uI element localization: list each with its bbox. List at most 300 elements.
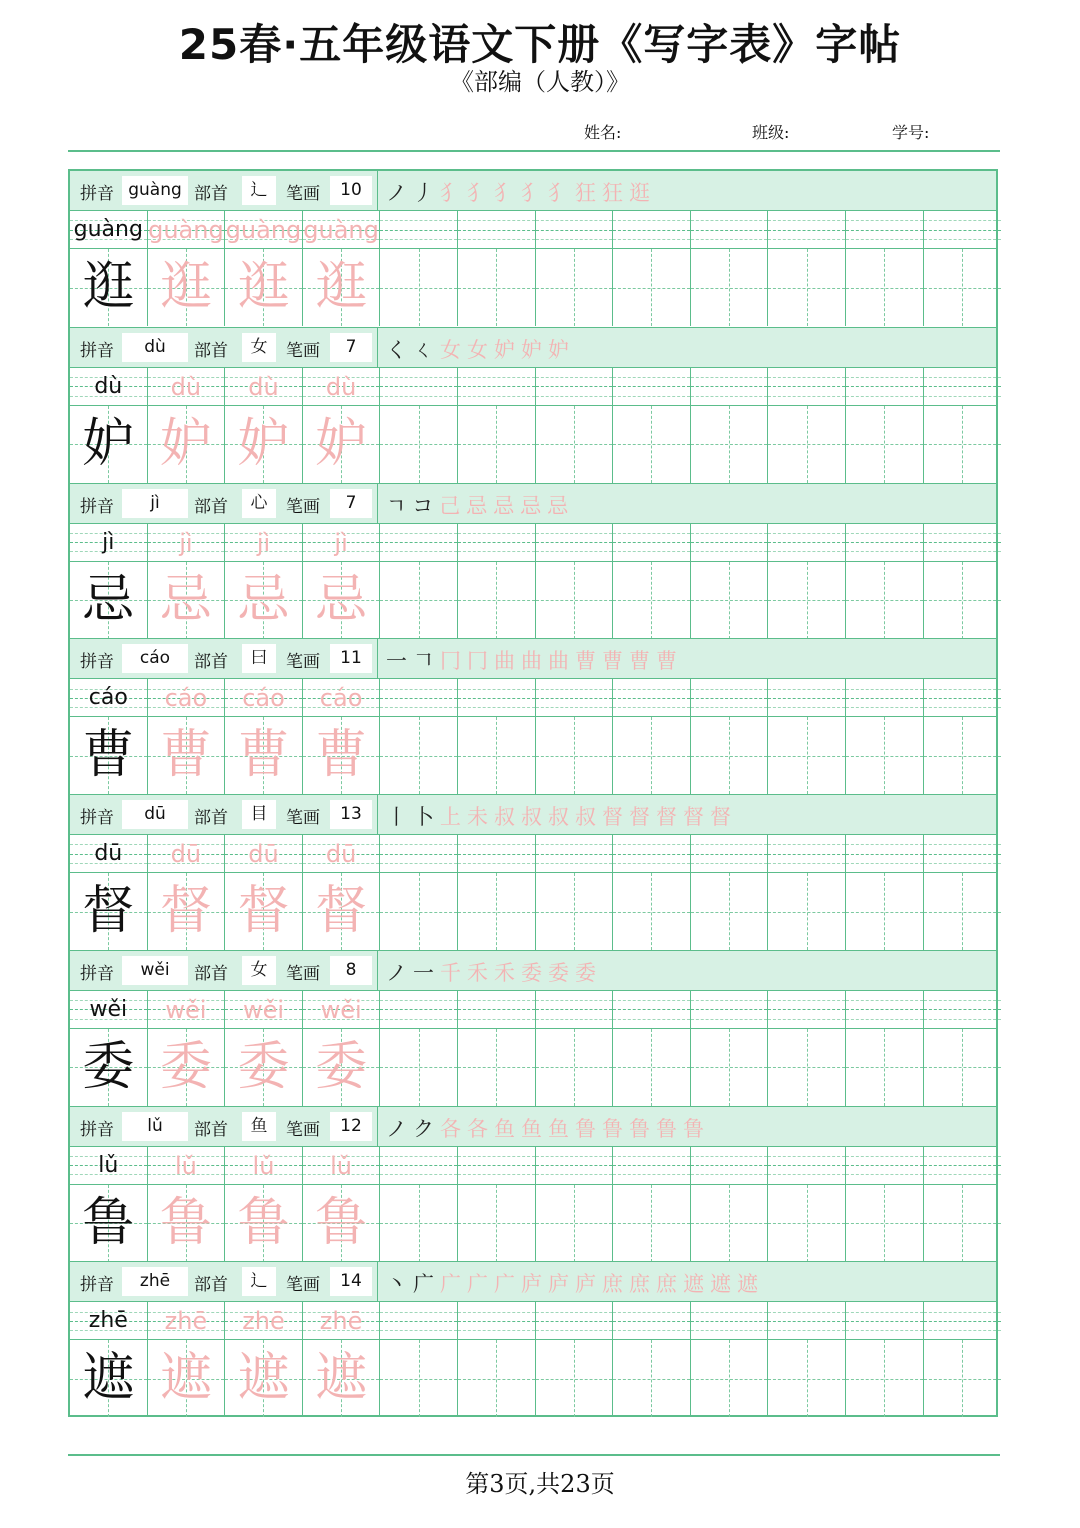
stroke-count-value: 7 (330, 489, 372, 518)
stroke-step: 遮 (710, 1272, 735, 1297)
pinyin-cell (148, 368, 226, 405)
pinyin-cell[interactable] (458, 679, 536, 716)
stroke-step: 庐 (548, 1272, 573, 1297)
pinyin-label: 拼音 (80, 808, 114, 828)
pinyin-cell (303, 679, 381, 716)
character-cell[interactable] (536, 717, 614, 794)
stroke-step: 鱼 (521, 1116, 546, 1141)
pinyin-cell[interactable] (380, 1147, 458, 1184)
character-model: 督 (82, 881, 135, 941)
character-cell (148, 1340, 226, 1417)
character-block (70, 950, 996, 1106)
pinyin-cell[interactable] (846, 524, 924, 561)
character-info-row (70, 1262, 996, 1302)
pinyin-cell[interactable] (846, 1302, 924, 1339)
character-cell (70, 717, 148, 794)
pinyin-label: 拼音 (80, 963, 114, 984)
character-cell[interactable] (458, 562, 536, 639)
pinyin-cell (225, 211, 303, 248)
pinyin-cell (148, 835, 226, 872)
character-cell (148, 562, 226, 639)
character-cell[interactable] (924, 249, 1002, 326)
pinyin-cell[interactable] (924, 991, 1002, 1028)
stroke-step: 各 (440, 1116, 465, 1141)
character-cell[interactable] (380, 1185, 458, 1262)
character-trace: 鲁 (159, 1192, 212, 1253)
stroke-step: 曹 (656, 649, 681, 674)
pinyin-cell[interactable] (536, 524, 614, 561)
stroke-step: ノ (386, 960, 411, 985)
character-cell[interactable] (380, 1029, 458, 1106)
character-cell[interactable] (768, 1029, 846, 1106)
strokes-label: 笔画 (286, 496, 320, 517)
pinyin-cell (303, 1302, 381, 1339)
pinyin-trace: guàng (225, 216, 302, 244)
pinyin-model: jì (102, 529, 115, 555)
character-cell[interactable] (924, 406, 1002, 483)
pinyin-cell[interactable] (924, 368, 1002, 405)
radical-value: 鱼 (242, 1112, 276, 1141)
pinyin-practice-row (70, 835, 996, 873)
stroke-order-sequence (386, 801, 986, 831)
character-cell[interactable] (380, 1340, 458, 1417)
pinyin-cell[interactable] (691, 524, 769, 561)
pinyin-cell[interactable] (691, 1147, 769, 1184)
stroke-step: 𠃍 (413, 649, 438, 674)
character-trace: 鲁 (315, 1192, 368, 1253)
character-info-row (70, 171, 996, 211)
character-cell (303, 406, 381, 483)
student-id-label: 学号: (892, 123, 930, 142)
character-cell (70, 873, 148, 950)
character-cell (225, 873, 303, 950)
character-cell[interactable] (536, 249, 614, 326)
character-cell[interactable] (536, 1185, 614, 1262)
pinyin-cell[interactable] (768, 991, 846, 1028)
character-trace: 督 (159, 881, 212, 941)
pinyin-cell[interactable] (768, 1302, 846, 1339)
character-model: 鲁 (82, 1192, 135, 1253)
character-trace: 督 (237, 881, 290, 941)
character-cell (70, 1185, 148, 1262)
stroke-step: 庶 (629, 1272, 654, 1297)
character-cell[interactable] (846, 562, 924, 639)
stroke-step: 广 (467, 1272, 492, 1297)
character-model: 妒 (82, 413, 135, 474)
pinyin-model: zhē (88, 1308, 128, 1334)
character-model: 逛 (82, 257, 135, 317)
pinyin-cell (225, 1302, 303, 1339)
pinyin-cell[interactable] (458, 1147, 536, 1184)
pinyin-trace: lǔ (330, 1151, 353, 1180)
pinyin-cell[interactable] (380, 679, 458, 716)
character-block (70, 327, 996, 483)
stroke-step: ノ (386, 1116, 411, 1141)
stroke-step: 丨 (386, 805, 411, 829)
pinyin-cell[interactable] (458, 835, 536, 872)
pinyin-trace: jì (256, 528, 271, 557)
pinyin-cell (148, 211, 226, 248)
character-trace: 逛 (159, 257, 212, 317)
stroke-step: 鱼 (494, 1116, 519, 1141)
character-cell (225, 249, 303, 326)
character-trace: 遮 (315, 1348, 368, 1409)
character-model: 曹 (82, 725, 135, 786)
character-cell[interactable] (380, 873, 458, 950)
stroke-step: ノ (386, 181, 411, 205)
stroke-step: 鱼 (548, 1116, 573, 1141)
radical-label: 部首 (194, 1119, 228, 1140)
stroke-order-sequence (386, 1113, 986, 1143)
character-cell[interactable] (458, 1185, 536, 1262)
pinyin-practice-row (70, 1147, 996, 1185)
pinyin-cell[interactable] (380, 991, 458, 1028)
character-cell[interactable] (924, 1185, 1002, 1262)
character-cell[interactable] (846, 1185, 924, 1262)
pinyin-cell[interactable] (924, 211, 1002, 248)
character-cell[interactable] (380, 249, 458, 326)
pinyin-cell[interactable] (691, 835, 769, 872)
character-cell[interactable] (691, 1185, 769, 1262)
pinyin-trace: dù (325, 372, 357, 401)
stroke-step: 曹 (602, 649, 627, 674)
character-cell[interactable] (613, 1185, 691, 1262)
character-cell[interactable] (536, 873, 614, 950)
character-cell[interactable] (846, 1029, 924, 1106)
stroke-step: 庶 (656, 1272, 681, 1297)
pinyin-cell[interactable] (691, 991, 769, 1028)
stroke-step: ㄑ (413, 337, 438, 362)
stroke-step: 鲁 (683, 1116, 708, 1141)
stroke-order-sequence (386, 334, 986, 364)
pinyin-cell[interactable] (613, 211, 691, 248)
stroke-step: 委 (521, 960, 546, 985)
pinyin-cell (225, 524, 303, 561)
stroke-step: 冂 (440, 649, 465, 674)
character-cell[interactable] (380, 562, 458, 639)
character-cell[interactable] (768, 717, 846, 794)
pinyin-model: dù (94, 373, 123, 399)
pinyin-cell[interactable] (846, 1147, 924, 1184)
character-cell[interactable] (691, 249, 769, 326)
stroke-step: 曹 (575, 649, 600, 674)
pinyin-cell[interactable] (380, 835, 458, 872)
page-subtitle: 《部编（人教）》 (450, 68, 630, 96)
stroke-step: 督 (683, 805, 708, 829)
pinyin-trace: zhē (164, 1307, 208, 1336)
pinyin-cell (148, 679, 226, 716)
character-cell (303, 1029, 381, 1106)
stroke-step: 督 (629, 805, 654, 829)
pinyin-cell[interactable] (458, 211, 536, 248)
strokes-label: 笔画 (286, 963, 320, 984)
character-cell (225, 1185, 303, 1262)
pinyin-cell[interactable] (768, 368, 846, 405)
stroke-count-value: 13 (330, 800, 372, 829)
pinyin-cell[interactable] (924, 835, 1002, 872)
pinyin-cell[interactable] (380, 368, 458, 405)
stroke-count-value: 7 (330, 333, 372, 362)
character-cell[interactable] (458, 406, 536, 483)
pinyin-cell[interactable] (846, 991, 924, 1028)
pinyin-cell (303, 368, 381, 405)
pinyin-model: lǔ (98, 1152, 119, 1178)
pinyin-cell[interactable] (768, 1147, 846, 1184)
pinyin-cell (303, 524, 381, 561)
character-cell[interactable] (613, 1340, 691, 1417)
character-cell[interactable] (613, 873, 691, 950)
pinyin-cell (303, 991, 381, 1028)
character-cell (70, 1029, 148, 1106)
character-cell[interactable] (458, 873, 536, 950)
pinyin-cell[interactable] (613, 368, 691, 405)
pinyin-cell[interactable] (613, 1147, 691, 1184)
character-cell[interactable] (458, 1029, 536, 1106)
character-block (70, 171, 996, 327)
strokes-label: 笔画 (286, 1119, 320, 1140)
character-cell (148, 717, 226, 794)
radical-label: 部首 (194, 652, 228, 673)
pinyin-cell[interactable] (924, 1302, 1002, 1339)
character-cell[interactable] (768, 873, 846, 950)
pinyin-cell (303, 835, 381, 872)
character-cell[interactable] (846, 1340, 924, 1417)
pinyin-cell[interactable] (380, 211, 458, 248)
character-cell (303, 562, 381, 639)
character-trace: 鲁 (237, 1192, 290, 1253)
pinyin-cell (70, 524, 148, 561)
pinyin-value: dù (122, 333, 188, 362)
pinyin-model: cáo (88, 685, 128, 711)
character-cell (70, 249, 148, 326)
character-cell[interactable] (536, 1340, 614, 1417)
stroke-step: 庐 (521, 1272, 546, 1297)
pinyin-cell[interactable] (613, 524, 691, 561)
character-cell[interactable] (380, 717, 458, 794)
stroke-step: 冂 (467, 649, 492, 674)
pinyin-cell (303, 211, 381, 248)
character-cell (303, 717, 381, 794)
stroke-step: 曹 (629, 649, 654, 674)
stroke-step: 妒 (494, 337, 519, 362)
character-info-row (70, 328, 996, 368)
pinyin-cell[interactable] (536, 991, 614, 1028)
pinyin-cell[interactable] (613, 679, 691, 716)
character-cell[interactable] (536, 1029, 614, 1106)
character-cell[interactable] (691, 1029, 769, 1106)
pinyin-cell[interactable] (924, 1147, 1002, 1184)
pinyin-cell[interactable] (768, 211, 846, 248)
pinyin-cell[interactable] (691, 679, 769, 716)
stroke-step: 曲 (548, 649, 573, 674)
pinyin-cell[interactable] (691, 211, 769, 248)
pinyin-model: dū (94, 841, 123, 866)
pinyin-cell[interactable] (768, 679, 846, 716)
pinyin-cell[interactable] (458, 368, 536, 405)
character-info-row (70, 795, 996, 835)
character-cell[interactable] (613, 1029, 691, 1106)
stroke-step: コ (412, 493, 438, 518)
character-model: 遮 (82, 1348, 135, 1409)
character-practice-row (70, 1340, 996, 1417)
character-practice-row (70, 717, 996, 794)
stroke-step: 千 (440, 960, 465, 985)
character-cell[interactable] (458, 717, 536, 794)
character-cell[interactable] (924, 1029, 1002, 1106)
character-trace: 遮 (159, 1348, 212, 1409)
pinyin-cell (148, 524, 226, 561)
character-cell[interactable] (691, 1340, 769, 1417)
strokes-label: 笔画 (286, 808, 320, 828)
radical-value: 女 (242, 956, 276, 985)
character-cell[interactable] (691, 717, 769, 794)
radical-value: 目 (242, 800, 276, 829)
character-info-row (70, 639, 996, 679)
pinyin-label: 拼音 (80, 340, 114, 361)
character-cell[interactable] (846, 873, 924, 950)
character-block (70, 1261, 996, 1417)
character-info-row (70, 951, 996, 991)
stroke-step: 忌 (520, 493, 546, 518)
character-trace: 逛 (315, 257, 368, 317)
pinyin-cell[interactable] (613, 835, 691, 872)
stroke-step: 狂 (575, 181, 600, 205)
pinyin-cell[interactable] (846, 211, 924, 248)
character-block (70, 483, 996, 639)
character-cell (303, 1185, 381, 1262)
character-cell[interactable] (691, 873, 769, 950)
character-cell[interactable] (924, 717, 1002, 794)
pinyin-cell (148, 1302, 226, 1339)
character-cell (70, 406, 148, 483)
character-cell[interactable] (536, 562, 614, 639)
character-practice-row (70, 406, 996, 483)
character-info-row (70, 1107, 996, 1147)
pinyin-cell[interactable] (380, 1302, 458, 1339)
pinyin-trace: lǔ (252, 1151, 275, 1180)
character-block (70, 1106, 996, 1262)
pinyin-cell[interactable] (613, 1302, 691, 1339)
stroke-step: 上 (440, 805, 465, 829)
character-cell[interactable] (458, 1340, 536, 1417)
character-cell (303, 249, 381, 326)
character-cell[interactable] (613, 249, 691, 326)
stroke-step: 卜 (413, 805, 438, 829)
pinyin-cell (225, 1147, 303, 1184)
stroke-step: 委 (548, 960, 573, 985)
character-cell (148, 873, 226, 950)
character-cell[interactable] (613, 562, 691, 639)
pinyin-cell[interactable] (924, 679, 1002, 716)
pinyin-cell[interactable] (846, 835, 924, 872)
stroke-step: ㄱ (386, 493, 411, 518)
character-cell[interactable] (380, 406, 458, 483)
character-cell[interactable] (924, 1340, 1002, 1417)
pinyin-cell[interactable] (768, 524, 846, 561)
character-cell[interactable] (924, 562, 1002, 639)
character-cell[interactable] (846, 717, 924, 794)
pinyin-cell (70, 991, 148, 1028)
pinyin-cell[interactable] (536, 368, 614, 405)
pinyin-cell[interactable] (380, 524, 458, 561)
stroke-step: 委 (575, 960, 600, 985)
pinyin-cell[interactable] (536, 1302, 614, 1339)
pinyin-trace: wěi (165, 995, 207, 1024)
character-cell[interactable] (768, 1185, 846, 1262)
pinyin-cell (70, 211, 148, 248)
character-trace: 曹 (315, 725, 368, 786)
character-cell[interactable] (691, 562, 769, 639)
pinyin-practice-row (70, 211, 996, 249)
character-trace: 逛 (237, 257, 290, 317)
pinyin-cell[interactable] (768, 835, 846, 872)
pinyin-cell[interactable] (613, 991, 691, 1028)
character-cell[interactable] (536, 406, 614, 483)
pinyin-cell[interactable] (536, 679, 614, 716)
stroke-step: 犭 (440, 181, 465, 205)
stroke-count-value: 10 (330, 176, 372, 205)
stroke-step: 犭 (494, 181, 519, 205)
character-cell (225, 1340, 303, 1417)
pinyin-cell[interactable] (458, 991, 536, 1028)
character-cell[interactable] (613, 717, 691, 794)
stroke-step: 鲁 (575, 1116, 600, 1141)
character-cell[interactable] (613, 406, 691, 483)
character-cell[interactable] (846, 249, 924, 326)
pinyin-cell[interactable] (846, 368, 924, 405)
character-cell[interactable] (768, 562, 846, 639)
stroke-count-value: 14 (330, 1267, 372, 1296)
pinyin-cell (70, 835, 148, 872)
pinyin-model: guàng (73, 217, 143, 242)
character-cell[interactable] (846, 406, 924, 483)
stroke-step: 忌 (493, 493, 519, 518)
pinyin-trace: guàng (303, 216, 379, 244)
radical-label: 部首 (194, 496, 228, 517)
character-trace: 督 (315, 881, 368, 941)
pinyin-cell[interactable] (691, 1302, 769, 1339)
stroke-step: 己 (439, 493, 465, 518)
character-cell[interactable] (768, 406, 846, 483)
character-trace: 委 (159, 1036, 212, 1097)
strokes-label: 笔画 (286, 184, 320, 204)
radical-value: 心 (242, 489, 276, 518)
pinyin-cell[interactable] (458, 1302, 536, 1339)
pinyin-cell[interactable] (536, 1147, 614, 1184)
pinyin-cell[interactable] (691, 368, 769, 405)
stroke-step: 犭 (521, 181, 546, 205)
character-cell (70, 562, 148, 639)
radical-value: 辶 (242, 1267, 276, 1296)
pinyin-cell[interactable] (458, 524, 536, 561)
pinyin-cell[interactable] (924, 524, 1002, 561)
stroke-step: 督 (710, 805, 735, 829)
stroke-step: 忌 (466, 493, 492, 518)
pinyin-cell[interactable] (536, 835, 614, 872)
character-cell (148, 406, 226, 483)
character-cell[interactable] (924, 873, 1002, 950)
character-cell[interactable] (691, 406, 769, 483)
pinyin-trace: cáo (164, 684, 208, 713)
stroke-order-sequence (386, 957, 986, 987)
character-cell[interactable] (768, 1340, 846, 1417)
pinyin-cell[interactable] (846, 679, 924, 716)
stroke-step: 督 (602, 805, 627, 829)
character-cell[interactable] (458, 249, 536, 326)
character-cell[interactable] (768, 249, 846, 326)
stroke-step: 各 (467, 1116, 492, 1141)
pinyin-cell[interactable] (536, 211, 614, 248)
